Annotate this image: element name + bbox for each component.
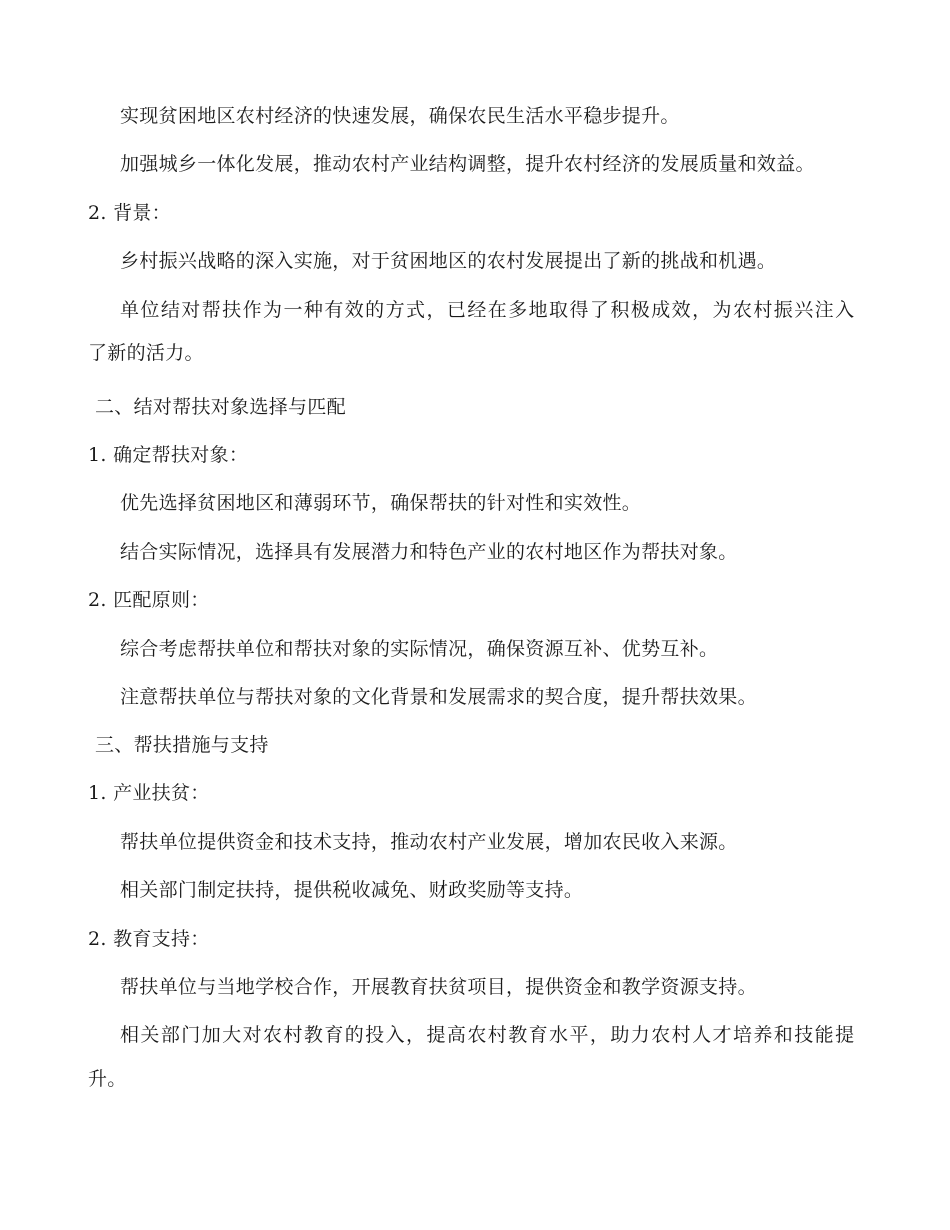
paragraph-line: 单位结对帮扶作为一种有效的方式，已经在多地取得了积极成效，为农村振兴注入 (120, 299, 855, 321)
paragraph-line: 实现贫困地区农村经济的快速发展，确保农民生活水平稳步提升。 (120, 105, 680, 127)
paragraph-line: 综合考虑帮扶单位和帮扶对象的实际情况，确保资源互补、优势互补。 (120, 638, 719, 660)
paragraph-line: 相关部门加大对农村教育的投入，提高农村教育水平，助力农村人才培养和技能提 (120, 1024, 855, 1046)
section-heading: 二、结对帮扶对象选择与匹配 (95, 396, 346, 418)
paragraph-line: 相关部门制定扶持，提供税收减免、财政奖励等支持。 (120, 879, 584, 901)
list-item-heading: 2. 背景： (88, 202, 171, 224)
paragraph-line: 帮扶单位提供资金和技术支持，推动农村产业发展，增加农民收入来源。 (120, 831, 738, 853)
paragraph-line: 加强城乡一体化发展，推动农村产业结构调整，提升农村经济的发展质量和效益。 (120, 153, 815, 175)
paragraph-line: 优先选择贫困地区和薄弱环节，确保帮扶的针对性和实效性。 (120, 492, 642, 514)
list-item-heading: 1. 确定帮扶对象： (88, 444, 249, 466)
list-item-heading: 2. 教育支持： (88, 928, 210, 950)
paragraph-line: 帮扶单位与当地学校合作，开展教育扶贫项目，提供资金和教学资源支持。 (120, 976, 757, 998)
paragraph-line-continued: 了新的活力。 (88, 342, 204, 364)
list-item-heading: 2. 匹配原则： (88, 589, 210, 611)
section-heading: 三、帮扶措施与支持 (95, 734, 269, 756)
list-item-heading: 1. 产业扶贫： (88, 782, 210, 804)
paragraph-line: 结合实际情况，选择具有发展潜力和特色产业的农村地区作为帮扶对象。 (120, 541, 738, 563)
paragraph-line: 乡村振兴战略的深入实施，对于贫困地区的农村发展提出了新的挑战和机遇。 (120, 250, 777, 272)
paragraph-line-continued: 升。 (88, 1068, 127, 1090)
paragraph-line: 注意帮扶单位与帮扶对象的文化背景和发展需求的契合度，提升帮扶效果。 (120, 686, 757, 708)
